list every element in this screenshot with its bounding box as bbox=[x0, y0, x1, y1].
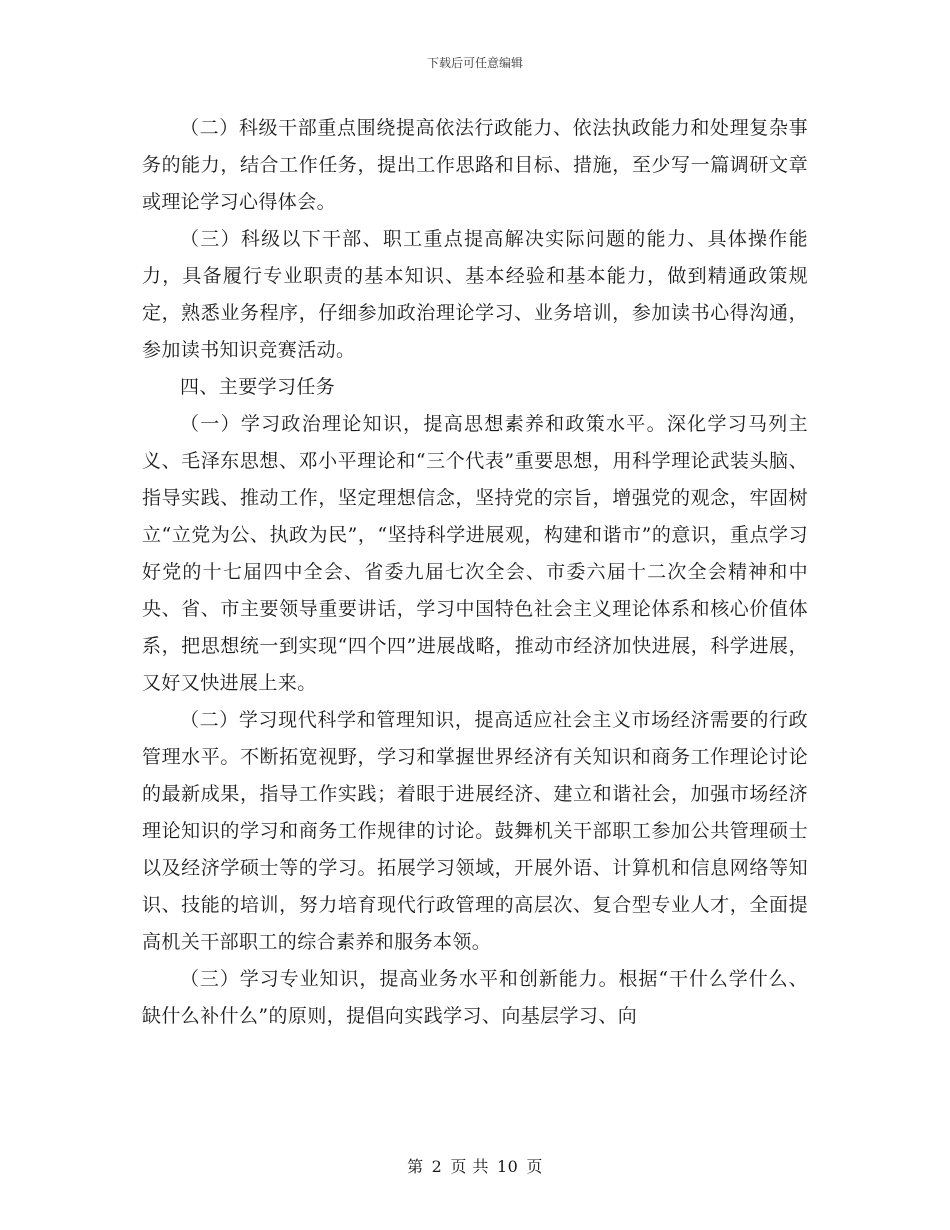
paragraph-section-2-2: （二）科级干部重点围绕提高依法行政能力、依法执政能力和处理复杂事务的能力，结合工作任务，提出工作思路和目标、措施，至少写一篇调研文章或理论学习心得体会。 bbox=[142, 117, 808, 213]
paragraph-section-4-1: （一）学习政治理论知识，提高思想素养和政策水平。深化学习马列主义、毛泽东思想、邓小平理论和“三个代表”重要思想，用科学理论武装头脑、指导实践、推动工作，坚定理想信念，坚持党的宗旨，增强党的观念，牢固树立“立党为公、执政为民”，“坚持科学进展观，构建和谐市”的意识，重点学习好党的十七届四中全会、省委九届七次全会、市委六届十二次全会精神和中央、省、市主要领导重要讲话，学习中国特色社会主义理论体系和核心价值体系，把思想统一到实现“四个四”进展战略，推动市经济加快进展，科学进展，又好又快进展上来。 bbox=[142, 413, 808, 694]
footer-total-pages: 10 bbox=[496, 1157, 519, 1176]
section-heading-4: 四、主要学习任务 bbox=[180, 376, 336, 398]
paragraph-section-4-2: （二）学习现代科学和管理知识，提高适应社会主义市场经济需要的行政管理水平。不断拓宽视野，学习和掌握世界经济有关知识和商务工作理论讨论的最新成果，指导工作实践；着眼于进展经济、建立和谐社会，加强市场经济理论知识的学习和商务工作规律的讨论。鼓舞机关干部职工参加公共管理硕士以及经济学硕士等的学习。拓展学习领域，开展外语、计算机和信息网络等知识、技能的培训，努力培育现代行政管理的高层次、复合型专业人才，全面提高机关干部职工的综合素养和服务本领。 bbox=[142, 709, 808, 953]
footer-current-page: 2 bbox=[431, 1157, 443, 1176]
paragraph-section-4-3: （三）学习专业知识，提高业务水平和创新能力。根据“干什么学什么、缺什么补什么”的原则，提倡向实践学习、向基层学习、向 bbox=[142, 968, 808, 1027]
footer-middle: 页 共 bbox=[450, 1157, 489, 1176]
page-header-note: 下载后可任意编辑 bbox=[426, 56, 523, 70]
document-body bbox=[142, 110, 808, 1035]
footer-prefix: 第 bbox=[407, 1157, 424, 1176]
page-number-footer bbox=[0, 1154, 950, 1177]
paragraph-section-2-3: （三）科级以下干部、职工重点提高解决实际问题的能力、具体操作能力，具备履行专业职责的基本知识、基本经验和基本能力，做到精通政策规定，熟悉业务程序，仔细参加政治理论学习、业务培训，参加读书心得沟通，参加读书知识竞赛活动。 bbox=[142, 228, 808, 361]
footer-suffix: 页 bbox=[526, 1157, 543, 1176]
